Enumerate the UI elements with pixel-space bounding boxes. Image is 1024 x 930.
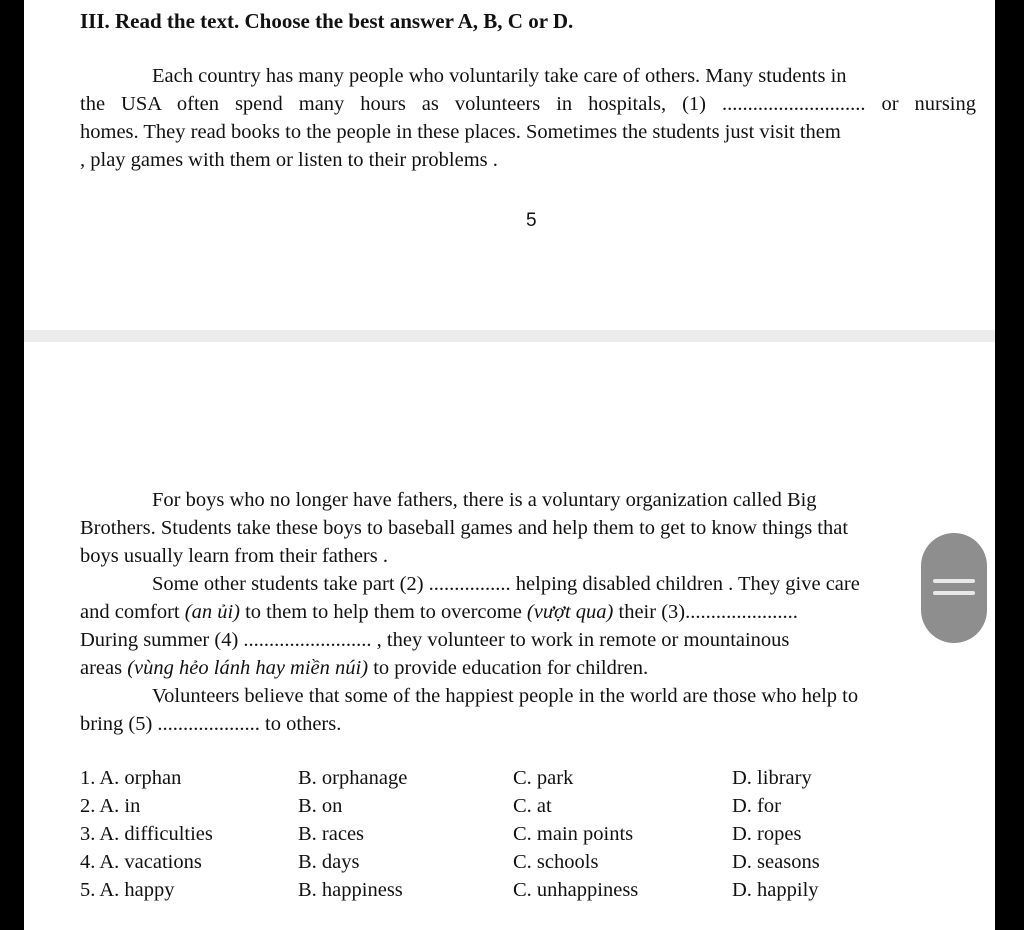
passage2-line: bring (5) .................... to others. (80, 713, 342, 735)
option-b: B. happiness (298, 879, 403, 901)
option-a: 2. A. in (80, 795, 141, 817)
option-d: D. library (732, 767, 812, 789)
passage2-line: and comfort (an ủi) to them to help them to overcome (vượt qua) their (3)...................... (80, 601, 798, 623)
passage2-line: Some other students take part (2) ................ helping disabled children . They give care (152, 573, 860, 595)
exercise-heading: III. Read the text. Choose the best answer A, B, C or D. (80, 9, 574, 33)
option-c: C. at (513, 795, 552, 817)
option-b: B. orphanage (298, 767, 408, 789)
option-b: B. on (298, 795, 343, 817)
scroll-handle[interactable] (921, 533, 987, 643)
grip-icon (933, 579, 975, 583)
vietnamese-gloss: (vùng hẻo lánh hay miền núi) (127, 657, 369, 679)
passage2-line: Brothers. Students take these boys to baseball games and help them to get to know things that (80, 517, 849, 539)
vietnamese-gloss: (vượt qua) (526, 601, 614, 623)
option-b: B. days (298, 851, 360, 873)
passage1-line: Each country has many people who voluntarily take care of others. Many students in (152, 65, 847, 87)
option-a: 1. A. orphan (80, 767, 182, 789)
option-d: D. for (732, 795, 781, 817)
option-a: 3. A. difficulties (80, 823, 213, 845)
passage1-line: , play games with them or listen to their problems . (80, 149, 498, 171)
passage2-line: During summer (4) ......................... , they volunteer to work in remote or mountainous (80, 629, 790, 651)
vietnamese-gloss: (an ủi) (184, 601, 240, 623)
option-b: B. races (298, 823, 365, 845)
grip-icon (933, 591, 975, 595)
passage2-line: Volunteers believe that some of the happiest people in the world are those who help to (152, 685, 859, 707)
passage1-line: the USA often spend many hours as volunteers in hospitals, (1) ............................ or nursing (80, 93, 976, 115)
passage2-line: boys usually learn from their fathers . (80, 545, 388, 567)
page-break (24, 330, 995, 342)
option-c: C. park (513, 767, 574, 789)
passage1-line: homes. They read books to the people in these places. Sometimes the students just visit them (80, 121, 841, 143)
passage2-line: For boys who no longer have fathers, there is a voluntary organization called Big (152, 489, 817, 511)
option-a: 4. A. vacations (80, 851, 202, 873)
option-d: D. happily (732, 879, 819, 901)
page-number: 5 (526, 210, 537, 231)
option-d: D. seasons (732, 851, 820, 873)
option-d: D. ropes (732, 823, 802, 845)
passage2-line: areas (vùng hẻo lánh hay miền núi) to provide education for children. (80, 657, 649, 679)
option-a: 5. A. happy (80, 879, 175, 901)
option-c: C. main points (513, 823, 634, 845)
option-c: C. schools (513, 851, 599, 873)
option-c: C. unhappiness (513, 879, 639, 901)
